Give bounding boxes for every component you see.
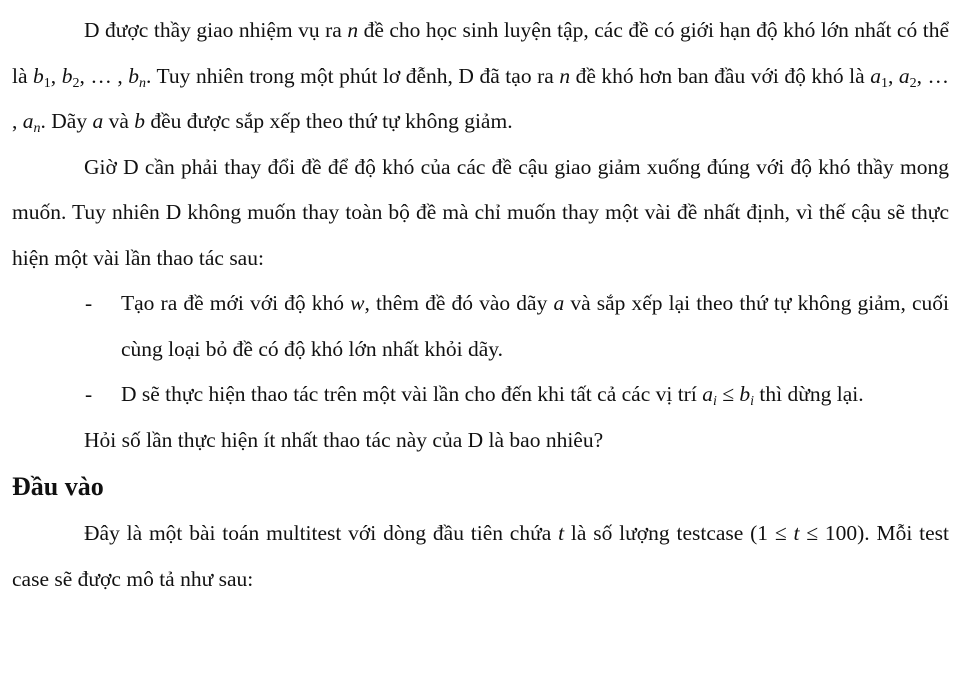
text-run: , <box>887 63 899 88</box>
math-subscript: i <box>712 394 717 409</box>
text-run: , … , <box>79 63 129 88</box>
paragraph-intro <box>12 8 949 145</box>
text-run: , <box>50 63 62 88</box>
text-run: D được thầy giao nhiệm vụ ra <box>84 18 348 42</box>
math-var: a <box>702 382 713 406</box>
math-var: w <box>350 291 365 315</box>
math-subscript: n <box>33 121 41 136</box>
math-var: t <box>793 521 800 545</box>
math-var: a <box>553 291 565 315</box>
text-run: D sẽ thực hiện thao tác trên một vài lần cho đến khi tất cả các vị trí <box>121 382 703 406</box>
text-run: , thêm đề đó vào dãy <box>364 291 554 315</box>
math-subscript: 2 <box>909 75 917 91</box>
text-run: đề khó hơn ban đầu với độ khó là <box>570 63 871 88</box>
math-var: t <box>558 521 565 545</box>
paragraph-task: Giờ D cần phải thay đổi đề để độ khó của các đề cậu giao giảm xuống đúng với độ khó thầy mong muốn. Tuy nhiên D không muốn thay toàn bộ đề mà chỉ muốn thay một vài đề nhất định, vì thế cậu sẽ thực hiện một vài lần thao tác sau: <box>12 154 949 270</box>
math-subscript: 2 <box>72 75 80 91</box>
text-run: đề cho học sinh luyện tập, các đề có giới hạn độ khó lớn nhất có thể là <box>12 18 949 88</box>
math-subscript: 1 <box>43 75 51 91</box>
text-run: Tạo ra đề mới với độ khó <box>121 291 351 315</box>
math-var: b <box>33 63 44 88</box>
text-run: ≤ 100). Mỗi test case sẽ được mô tả như sau: <box>12 521 949 591</box>
list-item-operation <box>12 281 949 372</box>
text-run: đều được sắp xếp theo thứ tự không giảm. <box>145 109 513 133</box>
dash-bullet: - <box>85 291 93 315</box>
section-heading-input: Đầu vào <box>12 472 104 501</box>
text-run: thì dừng lại. <box>754 382 864 406</box>
document-body <box>12 8 949 602</box>
text-run: . Tuy nhiên trong một phút lơ đễnh, D đã tạo ra <box>146 63 560 88</box>
math-var: b <box>61 63 73 88</box>
paragraph-input-desc <box>12 511 949 602</box>
math-var: a <box>870 63 881 88</box>
math-var: a <box>898 63 910 88</box>
math-var: b <box>134 109 145 133</box>
math-var: b <box>128 63 140 88</box>
text-run: và <box>103 109 135 133</box>
text-run: . Dãy <box>40 109 93 133</box>
dash-bullet: - <box>85 382 93 406</box>
paragraph-question: Hỏi số lần thực hiện ít nhất thao tác này của D là bao nhiêu? <box>84 427 604 452</box>
math-var: n <box>559 63 571 88</box>
text-run: , … , <box>12 63 950 133</box>
text-run: và sắp xếp lại theo thứ tự không giảm, cuối cùng loại bỏ đề có độ khó lớn nhất khỏi dãy. <box>121 291 949 361</box>
text-run: Đây là một bài toán multitest với dòng đầu tiên chứa <box>84 521 559 545</box>
list-item-stop-condition <box>12 372 949 418</box>
math-var: b <box>739 382 751 406</box>
math-var: n <box>347 18 359 42</box>
math-subscript: i <box>750 394 755 409</box>
math-var: a <box>22 109 34 133</box>
text-run: là số lượng testcase (1 ≤ <box>564 521 794 545</box>
math-var: a <box>92 109 104 133</box>
math-operator: ≤ <box>716 382 740 406</box>
math-subscript: 1 <box>880 75 888 91</box>
math-subscript: n <box>139 75 147 91</box>
